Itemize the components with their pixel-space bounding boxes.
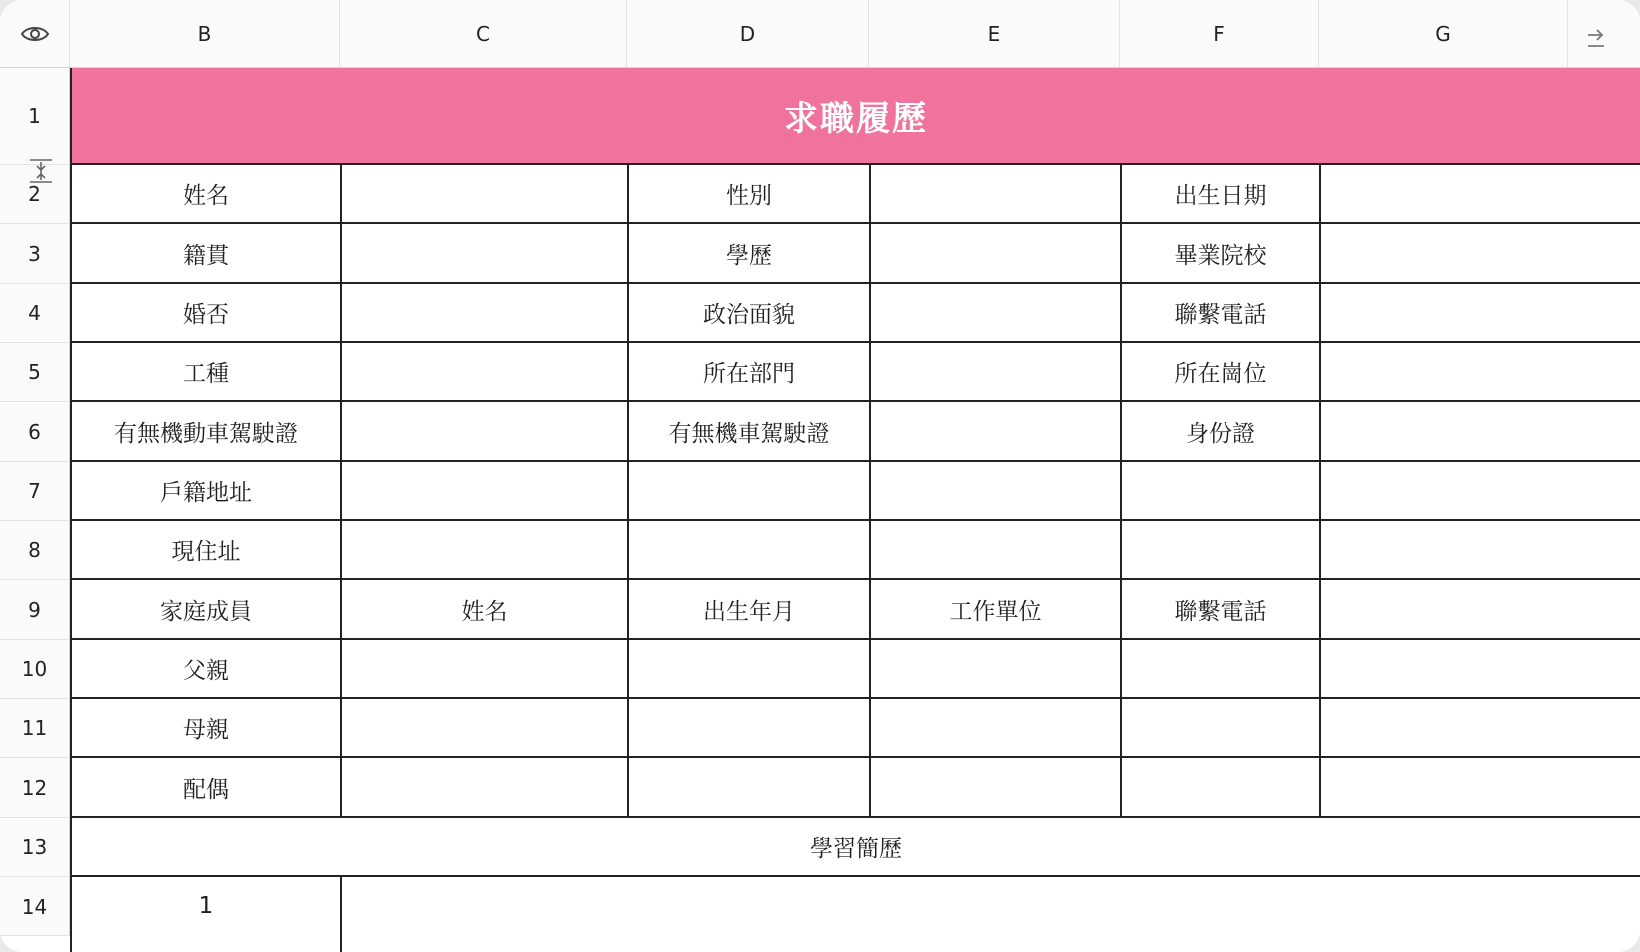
cell-b7[interactable]: 戶籍地址 — [72, 462, 342, 521]
column-header-c[interactable]: C — [340, 0, 627, 68]
cell-c14[interactable] — [342, 877, 1640, 952]
cell-g6[interactable] — [1321, 402, 1640, 462]
cell-d4[interactable]: 政治面貌 — [629, 284, 871, 343]
cell-f6[interactable]: 身份證 — [1122, 402, 1321, 462]
cell-g12[interactable] — [1321, 758, 1640, 818]
column-header-overflow — [1568, 0, 1640, 68]
cell-c12[interactable] — [342, 758, 629, 818]
cell-e11[interactable] — [871, 699, 1122, 758]
expand-panel-icon[interactable] — [1586, 22, 1606, 48]
cell-c11[interactable] — [342, 699, 629, 758]
row-header-2[interactable]: 2 — [0, 165, 70, 224]
title-cell[interactable]: 求職履歷 — [72, 68, 1640, 165]
cell-e4[interactable] — [871, 284, 1122, 343]
row-header-14[interactable]: 14 — [0, 877, 70, 936]
row-header-3[interactable]: 3 — [0, 224, 70, 284]
cell-b3[interactable]: 籍貫 — [72, 224, 342, 284]
cell-e5[interactable] — [871, 343, 1122, 402]
select-all-corner[interactable] — [0, 0, 70, 68]
cell-b5[interactable]: 工種 — [72, 343, 342, 402]
row-header-7[interactable]: 7 — [0, 462, 70, 521]
cell-e3[interactable] — [871, 224, 1122, 284]
row-resize-icon[interactable] — [28, 156, 54, 186]
cell-g2[interactable] — [1321, 165, 1640, 224]
cell-f8[interactable] — [1122, 521, 1321, 580]
column-header-f[interactable]: F — [1120, 0, 1319, 68]
cell-c6[interactable] — [342, 402, 629, 462]
cell-f11[interactable] — [1122, 699, 1321, 758]
row-header-5[interactable]: 5 — [0, 343, 70, 402]
cell-d2[interactable]: 性別 — [629, 165, 871, 224]
cell-c9[interactable]: 姓名 — [342, 580, 629, 640]
cell-e12[interactable] — [871, 758, 1122, 818]
cell-f5[interactable]: 所在崗位 — [1122, 343, 1321, 402]
cell-d6[interactable]: 有無機車駕駛證 — [629, 402, 871, 462]
row-header-8[interactable]: 8 — [0, 521, 70, 580]
cell-e2[interactable] — [871, 165, 1122, 224]
row-header-1[interactable]: 1 — [0, 68, 70, 165]
cell-g5[interactable] — [1321, 343, 1640, 402]
cell-b10[interactable]: 父親 — [72, 640, 342, 699]
row-header-10[interactable]: 10 — [0, 640, 70, 699]
cell-g8[interactable] — [1321, 521, 1640, 580]
cell-g3[interactable] — [1321, 224, 1640, 284]
row-header-4[interactable]: 4 — [0, 284, 70, 343]
cell-b8[interactable]: 現住址 — [72, 521, 342, 580]
cell-b12[interactable]: 配偶 — [72, 758, 342, 818]
column-header-g[interactable]: G — [1319, 0, 1568, 68]
cell-e10[interactable] — [871, 640, 1122, 699]
cell-c5[interactable] — [342, 343, 629, 402]
cell-d10[interactable] — [629, 640, 871, 699]
eye-icon[interactable] — [20, 24, 50, 44]
column-header-b[interactable]: B — [70, 0, 340, 68]
cell-e9[interactable]: 工作單位 — [871, 580, 1122, 640]
cell-b2[interactable]: 姓名 — [72, 165, 342, 224]
cell-g11[interactable] — [1321, 699, 1640, 758]
cell-g4[interactable] — [1321, 284, 1640, 343]
cell-f10[interactable] — [1122, 640, 1321, 699]
cell-d9[interactable]: 出生年月 — [629, 580, 871, 640]
cell-b4[interactable]: 婚否 — [72, 284, 342, 343]
cell-d11[interactable] — [629, 699, 871, 758]
row-header-11[interactable]: 11 — [0, 699, 70, 758]
cell-c7[interactable] — [342, 462, 629, 521]
cell-g9[interactable] — [1321, 580, 1640, 640]
row-header-13[interactable]: 13 — [0, 818, 70, 877]
cell-d3[interactable]: 學歷 — [629, 224, 871, 284]
cell-b9[interactable]: 家庭成員 — [72, 580, 342, 640]
cell-e7[interactable] — [871, 462, 1122, 521]
cell-c3[interactable] — [342, 224, 629, 284]
cell-d8[interactable] — [629, 521, 871, 580]
study-history-header[interactable]: 學習簡歷 — [72, 818, 1640, 877]
row-header-6[interactable]: 6 — [0, 402, 70, 462]
column-header-e[interactable]: E — [869, 0, 1120, 68]
cell-e8[interactable] — [871, 521, 1122, 580]
cell-c4[interactable] — [342, 284, 629, 343]
cell-c2[interactable] — [342, 165, 629, 224]
cell-d7[interactable] — [629, 462, 871, 521]
cell-b11[interactable]: 母親 — [72, 699, 342, 758]
cell-c10[interactable] — [342, 640, 629, 699]
cell-f4[interactable]: 聯繫電話 — [1122, 284, 1321, 343]
cell-f3[interactable]: 畢業院校 — [1122, 224, 1321, 284]
cell-g7[interactable] — [1321, 462, 1640, 521]
cell-e6[interactable] — [871, 402, 1122, 462]
cell-f2[interactable]: 出生日期 — [1122, 165, 1321, 224]
cell-b6[interactable]: 有無機動車駕駛證 — [72, 402, 342, 462]
cell-b14[interactable]: 1 — [72, 877, 342, 952]
column-header-d[interactable]: D — [627, 0, 869, 68]
cell-c8[interactable] — [342, 521, 629, 580]
cell-f7[interactable] — [1122, 462, 1321, 521]
cell-d5[interactable]: 所在部門 — [629, 343, 871, 402]
cell-d12[interactable] — [629, 758, 871, 818]
row-header-12[interactable]: 12 — [0, 758, 70, 818]
cell-f9[interactable]: 聯繫電話 — [1122, 580, 1321, 640]
cell-f12[interactable] — [1122, 758, 1321, 818]
row-header-9[interactable]: 9 — [0, 580, 70, 640]
cell-g10[interactable] — [1321, 640, 1640, 699]
